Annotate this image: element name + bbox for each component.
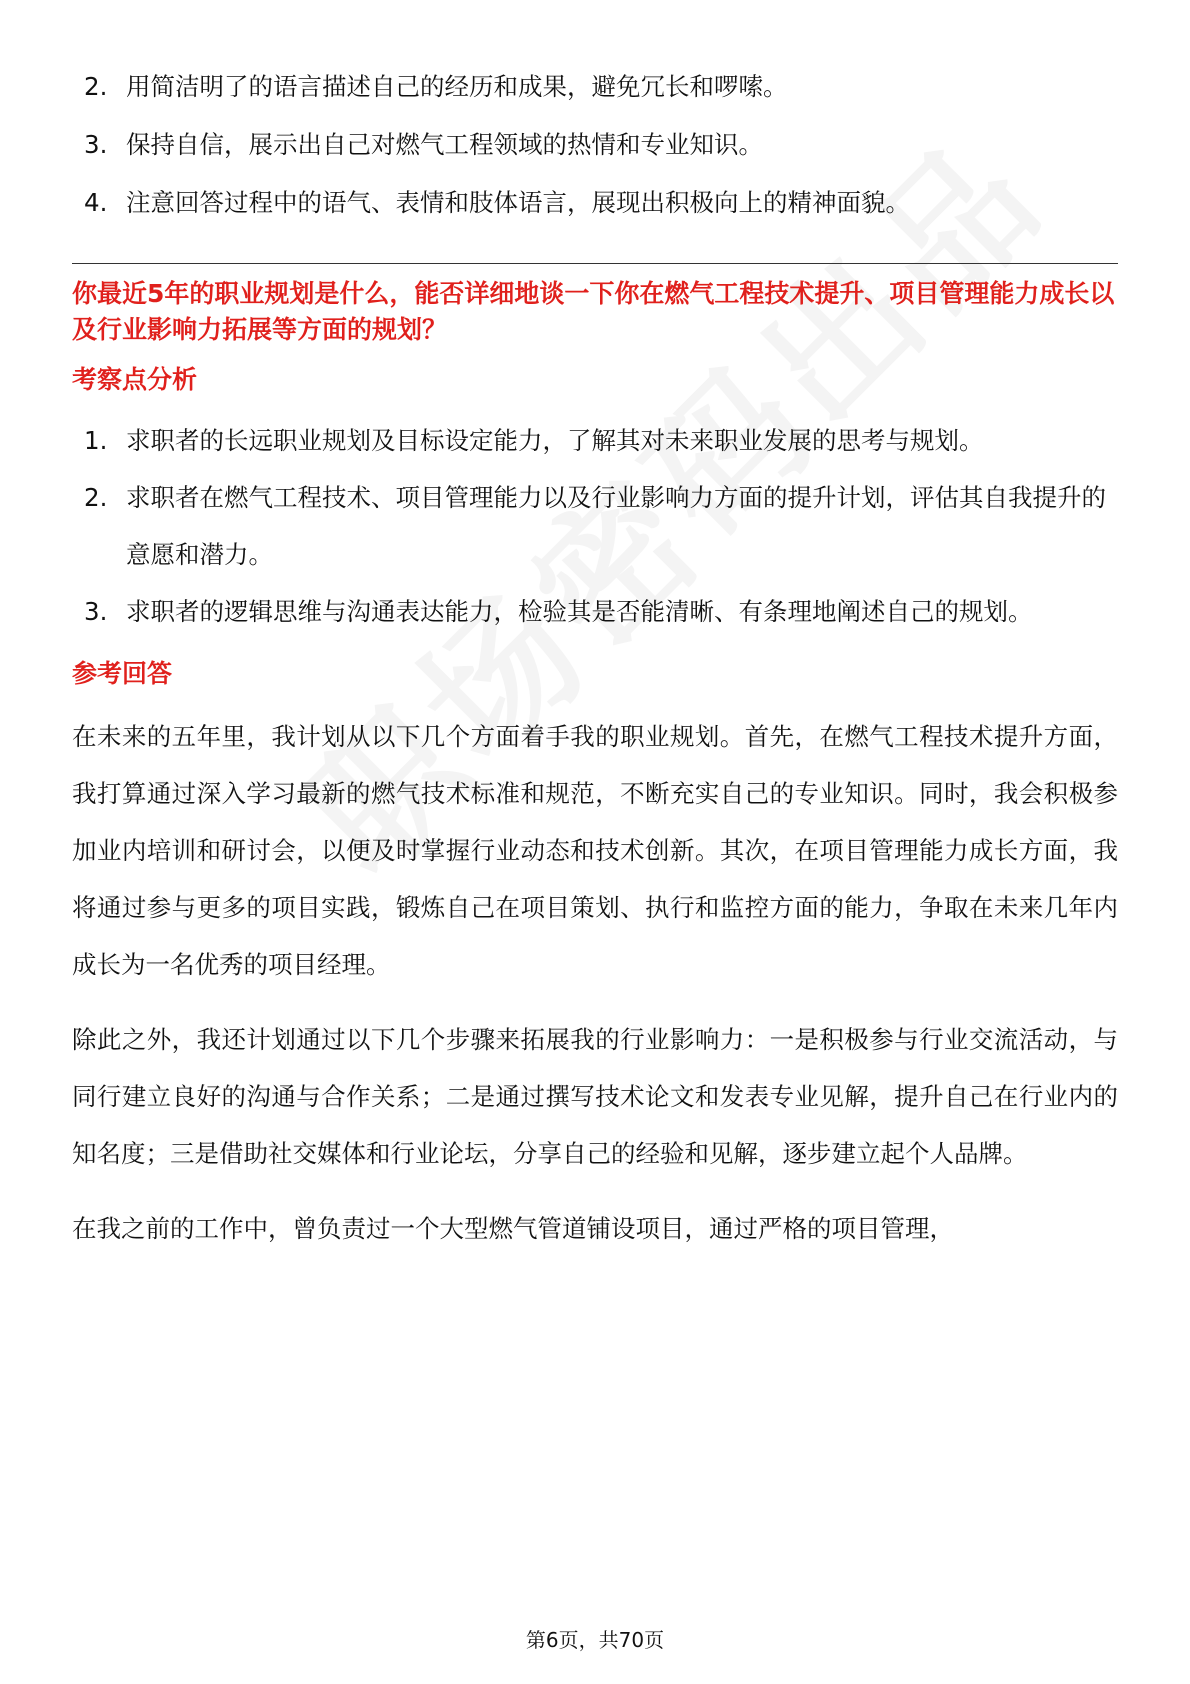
tips-list [72, 58, 1118, 231]
page-footer: 第6页，共70页 [525, 1628, 665, 1652]
reference-heading: 参考回答 [72, 659, 173, 688]
list-item [72, 116, 1118, 173]
list-item [72, 174, 1118, 231]
analysis-heading: 考察点分析 [72, 365, 198, 394]
list-number: 2. [84, 483, 108, 512]
page-content [72, 58, 1118, 1275]
list-number: 4. [84, 188, 108, 217]
question-heading: 你最近5年的职业规划是什么，能否详细地谈一下你在燃气工程技术提升、项目管理能力成长以及行业影响力拓展等方面的规划？ [72, 279, 1115, 344]
list-text: 保持自信，展示出自己对燃气工程领域的热情和专业知识。 [126, 130, 763, 159]
section-divider [72, 263, 1118, 264]
list-item [72, 583, 1118, 640]
list-number: 2. [84, 72, 108, 101]
answer-paragraph: 除此之外，我还计划通过以下几个步骤来拓展我的行业影响力：一是积极参与行业交流活动，与同行建立良好的沟通与合作关系；二是通过撰写技术论文和发表专业见解，提升自己在行业内的知名度；三是借助社交媒体和行业论坛，分享自己的经验和见解，逐步建立起个人品牌。 [72, 1025, 1118, 1168]
answer-paragraph: 在未来的五年里，我计划从以下几个方面着手我的职业规划。首先，在燃气工程技术提升方面，我打算通过深入学习最新的燃气技术标准和规范，不断充实自己的专业知识。同时，我会积极参加业内培训和研讨会，以便及时掌握行业动态和技术创新。其次，在项目管理能力成长方面，我将通过参与更多的项目实践，锻炼自己在项目策划、执行和监控方面的能力，争取在未来几年内成长为一名优秀的项目经理。 [72, 722, 1118, 979]
analysis-list [72, 412, 1118, 640]
list-item [72, 412, 1118, 469]
list-number: 1. [84, 426, 108, 455]
list-item [72, 469, 1118, 583]
list-text: 求职者的长远职业规划及目标设定能力，了解其对未来职业发展的思考与规划。 [126, 426, 984, 455]
answer-paragraph: 在我之前的工作中，曾负责过一个大型燃气管道铺设项目，通过严格的项目管理， [72, 1214, 954, 1243]
list-number: 3. [84, 597, 108, 626]
list-text: 求职者在燃气工程技术、项目管理能力以及行业影响力方面的提升计划，评估其自我提升的意愿和潜力。 [126, 483, 1106, 569]
list-text: 求职者的逻辑思维与沟通表达能力，检验其是否能清晰、有条理地阐述自己的规划。 [126, 597, 1033, 626]
list-item [72, 58, 1118, 115]
list-number: 3. [84, 130, 108, 159]
list-text: 用简洁明了的语言描述自己的经历和成果，避免冗长和啰嗦。 [126, 72, 788, 101]
list-text: 注意回答过程中的语气、表情和肢体语言，展现出积极向上的精神面貌。 [126, 188, 910, 217]
